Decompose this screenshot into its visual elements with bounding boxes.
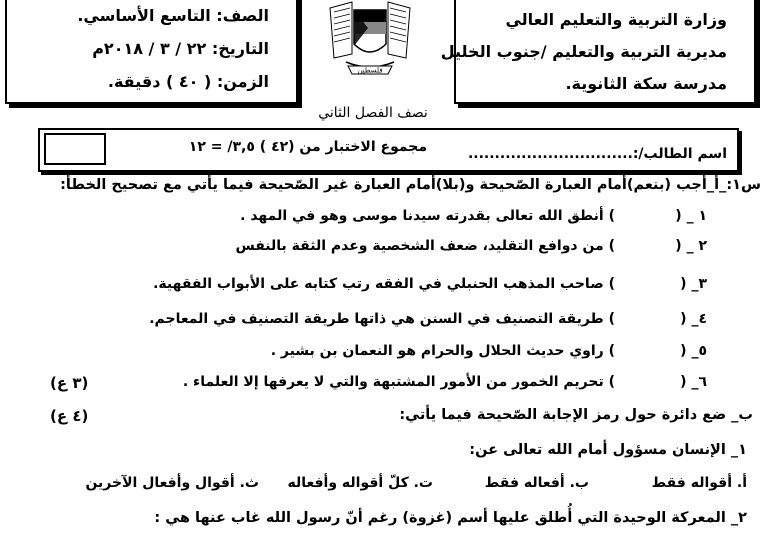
semester-label: نصف الفصل الثاني xyxy=(318,105,428,121)
statement-text-6: ) تحريم الخمور من الأمور المشتبهة والتي لا يعرفها إلا العلماء . xyxy=(182,374,615,390)
statement-number-3: ٣_ ( xyxy=(680,276,707,292)
grade-label: الصف: التاسع الأساسي. xyxy=(77,6,269,25)
section-b-marks: (٤ ع) xyxy=(50,407,89,425)
student-name-field[interactable]: اسم الطالب/:............................... xyxy=(467,146,727,162)
choice-c[interactable]: ت. كلّ أقواله وأفعاله xyxy=(287,475,433,491)
exam-date: التاريخ: ٢٢ / ٣ / ٢٠١٨م xyxy=(92,39,269,58)
school-name: مدرسة سكة الثانوية. xyxy=(565,74,727,93)
question-1b-title: ب_ ضع دائرة حول رمز الإجابة الصّحيحة فيما يأتي: xyxy=(399,407,753,423)
statement-number-1: ١ _ ( xyxy=(675,208,707,224)
grade-box xyxy=(44,133,106,165)
directorate-name: مديرية التربية والتعليم /جنوب الخليل xyxy=(440,42,727,61)
statement-number-5: ٥_ ( xyxy=(680,343,707,359)
question-1a-title: س١:_أ_أجب (بنعم)أمام العبارة الصّحيحة و(بلا)أمام العبارة غير الصّحيحة فيما يأتي مع تصحيح الخطأ: xyxy=(60,177,761,193)
statement-number-4: ٤_ ( xyxy=(680,311,707,327)
ministry-name: وزارة التربية والتعليم العالي xyxy=(505,10,727,29)
statement-text-2: ) من دوافع التقليد، ضعف الشخصية وعدم الثقة بالنفس xyxy=(235,238,615,254)
statement-text-1: ) أنطق الله تعالى بقدرته سيدنا موسى وهو في المهد . xyxy=(240,208,615,224)
choice-d[interactable]: ث. أقوال وأفعال الآخرين xyxy=(85,475,259,491)
palestine-emblem-icon xyxy=(322,0,418,86)
statement-text-5: ) راوي حديث الحلال والحرام هو النعمان بن بشير . xyxy=(270,343,615,359)
choice-b[interactable]: ب. أفعاله فقط xyxy=(484,475,589,491)
section-a-marks: (٣ ع) xyxy=(50,374,89,392)
emblem-text: فلسطين xyxy=(357,66,383,75)
statement-text-3: ) صاحب المذهب الحنبلي في الفقه رتب كتابه على الأبواب الفقهية. xyxy=(153,276,615,292)
exam-duration: الزمن: ( ٤٠ ) دقيقة. xyxy=(107,72,269,91)
question-1b-item-2: ٢_ المعركة الوحيدة التي أُطلق عليها أسم (غزوة) رغم أنّ رسول الله غاب عنها هي : xyxy=(154,510,747,526)
exam-total: مجموع الاختبار من (٤٢ ) ٣,٥/ = ١٢ xyxy=(188,139,427,155)
question-1b-item-1: ١_ الإنسان مسؤول أمام الله تعالى عن: xyxy=(469,442,747,458)
choice-a[interactable]: أ. أقواله فقط xyxy=(651,475,747,491)
statement-number-6: ٦_ ( xyxy=(680,374,707,390)
statement-text-4: ) طريقة التصنيف في السنن هي ذاتها طريقة التصنيف في المعاجم. xyxy=(149,311,615,327)
statement-number-2: ٢ _ ( xyxy=(675,238,707,254)
